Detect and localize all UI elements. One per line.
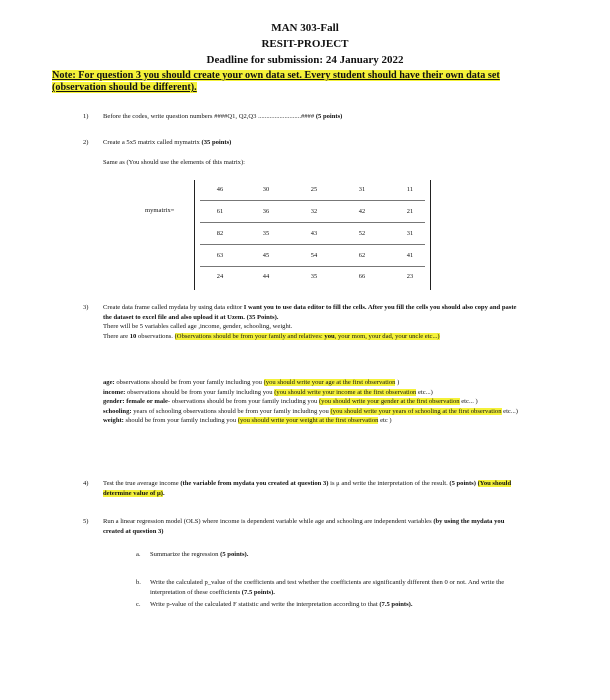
question-1 [83, 112, 513, 122]
matrix-right-bracket [430, 180, 431, 290]
note-text: Note: For question 3 you should create your own data set. Every student should have their own data set (observation should be different). [52, 70, 500, 93]
variable-gender [103, 397, 518, 407]
matrix-cell-r5-c5: 23 [406, 273, 414, 280]
document-header [0, 20, 610, 68]
income-highlight: (you should write your income at the first observation [274, 388, 417, 396]
question-3-obs-highlight: (Observations should be from your family and relatives: [174, 332, 325, 340]
question-2-number: 2) [83, 139, 89, 146]
matrix-cell-r2-c4: 42 [358, 208, 366, 215]
matrix-label: mymatrix= [145, 207, 175, 214]
matrix-cell-r1-c2: 30 [262, 186, 270, 193]
age-end: ) [395, 379, 400, 386]
question-1-number: 1) [83, 113, 89, 120]
matrix-cell-r4-c1: 63 [216, 252, 224, 259]
question-5a-label: a. [136, 551, 141, 558]
matrix-cell-r1-c3: 25 [310, 186, 318, 193]
variable-definitions [103, 378, 518, 426]
question-4 [83, 479, 518, 498]
matrix-row-separator [200, 222, 425, 223]
matrix-cell-r2-c1: 61 [216, 208, 224, 215]
matrix-row-separator [200, 200, 425, 201]
question-5b-label: b. [136, 579, 141, 586]
question-3-obs-highlight-end: , your mom, your dad, your uncle etc...) [334, 332, 440, 340]
matrix-cell-r1-c1: 46 [216, 186, 224, 193]
note [52, 70, 512, 94]
weight-end: etc ) [378, 417, 392, 424]
matrix-cell-r3-c5: 31 [406, 230, 414, 237]
matrix-instruction-text: Same as (You should use the elements of this matrix): [103, 159, 245, 166]
question-4-bold: (the variable from mydata you created at question 3) [180, 480, 329, 487]
question-3-obs-a: There are [103, 332, 130, 340]
matrix-cell-r4-c2: 45 [262, 252, 270, 259]
question-4-highlight: (You should determine value of μ) [103, 480, 512, 497]
question-3-number: 3) [83, 304, 89, 311]
question-4-number: 4) [83, 480, 89, 487]
weight-highlight: (you should write your weight at the first observation [237, 417, 379, 424]
question-5c-text: Write p-value of the calculated F statistic and write the interpretation according to that [150, 601, 380, 608]
question-4-points: (5 points) [449, 480, 476, 487]
question-2 [83, 138, 513, 148]
question-5c-label: c. [136, 601, 141, 608]
gender-label: gender: female or male [103, 398, 168, 405]
question-3-obs-c: observations. [136, 332, 175, 340]
question-3-instructions: I want you to use data editor to fill the cells. After you fill the cells you should also copy and paste the dataset to excel file and also upload it at Uzem. (35 Points). [103, 304, 517, 321]
matrix-cell-r2-c3: 32 [310, 208, 318, 215]
income-text: observations should be from your family including you [125, 388, 275, 396]
variable-income [103, 388, 518, 398]
matrix-cell-r2-c2: 36 [262, 208, 270, 215]
matrix-cell-r1-c5: 11 [406, 186, 414, 193]
question-5-text: Run a linear regression model (OLS) where income is dependent variable while age and schooling are independent variables [103, 518, 434, 525]
matrix-cell-r4-c4: 62 [358, 252, 366, 259]
question-5b-text: Write the calculated p_value of the coefficients and test whether the coefficients are significantly different then 0 or not. And write the interpretation of these coefficients [150, 579, 505, 596]
question-2-points: (35 points) [201, 139, 232, 146]
matrix-row-separator [200, 244, 425, 245]
variable-schooling [103, 407, 518, 417]
matrix-cell-r1-c4: 31 [358, 186, 366, 193]
question-5-number: 5) [83, 518, 89, 525]
income-label: income: [103, 388, 126, 396]
matrix-cell-r5-c2: 44 [262, 273, 270, 280]
matrix-cell-r4-c5: 41 [406, 252, 414, 259]
gender-end: etc... ) [459, 398, 478, 405]
question-3 [83, 303, 518, 341]
age-text: observations should be from your family including you [114, 379, 264, 386]
schooling-text: years of schooling observations should be from your family including you [131, 407, 331, 415]
matrix-cell-r2-c5: 21 [406, 208, 414, 215]
question-5a [136, 550, 515, 560]
question-3-intro: Create data frame called mydata by using data editor [103, 304, 244, 311]
question-1-text: Before the codes, write question numbers ####Q1, Q2,Q3 ..........................#### [103, 113, 316, 120]
question-4-text-b: is μ and write the interpretation of the result. [328, 480, 450, 487]
matrix-cell-r3-c2: 35 [262, 230, 270, 237]
matrix-cell-r3-c1: 82 [216, 230, 224, 237]
question-2-text: Create a 5x5 matrix called mymatrix [103, 139, 202, 146]
question-4-text-a: Test the true average income [103, 480, 181, 487]
weight-text: should be from your family including you [123, 417, 238, 424]
deadline: Deadline for submission: 24 January 2022 [206, 54, 404, 66]
question-1-points: (5 points) [315, 113, 343, 120]
course-title: MAN 303-Fall [271, 22, 339, 34]
question-4-end: . [162, 489, 165, 497]
variable-age [103, 378, 518, 388]
question-3-obs-you: you [324, 332, 335, 340]
variable-weight [103, 416, 518, 426]
weight-label: weight: [103, 417, 124, 424]
schooling-end: etc...) [501, 407, 518, 415]
matrix-cell-r5-c4: 66 [358, 273, 366, 280]
matrix-cell-r4-c3: 54 [310, 252, 318, 259]
question-5b [136, 578, 515, 597]
question-3-obs-count: 10 [129, 332, 137, 340]
age-highlight: (you should write your age at the first observation [263, 379, 396, 386]
age-label: age: [103, 379, 115, 386]
matrix-cell-r5-c1: 24 [216, 273, 224, 280]
question-5c-points: (7.5 points). [379, 601, 413, 608]
question-5b-points: (7.5 points). [241, 588, 275, 596]
project-title: RESIT-PROJECT [261, 38, 349, 50]
question-3-variables: There will be 5 variables called age ,income, gender, schooling, weight. [103, 323, 293, 330]
question-5a-points: (5 points). [220, 551, 249, 558]
gender-text: - observations should be from your family including you [167, 398, 319, 405]
schooling-highlight: (you should write your years of schooling at the first observation [330, 407, 502, 415]
gender-highlight: (you should write your gender at the first observation [318, 398, 460, 405]
question-5 [83, 517, 518, 536]
question-5-bold: (by using the mydata you created at question 3) [103, 518, 505, 535]
matrix-row-separator [200, 266, 425, 267]
matrix-left-bracket [194, 180, 195, 290]
question-5c [136, 600, 515, 610]
matrix-cell-r5-c3: 35 [310, 273, 318, 280]
matrix-cell-r3-c3: 43 [310, 230, 318, 237]
question-5a-text: Summarize the regression [150, 551, 221, 558]
schooling-label: schooling: [103, 407, 132, 415]
matrix-instruction [103, 158, 513, 168]
income-end: etc...) [416, 388, 433, 396]
matrix-cell-r3-c4: 52 [358, 230, 366, 237]
